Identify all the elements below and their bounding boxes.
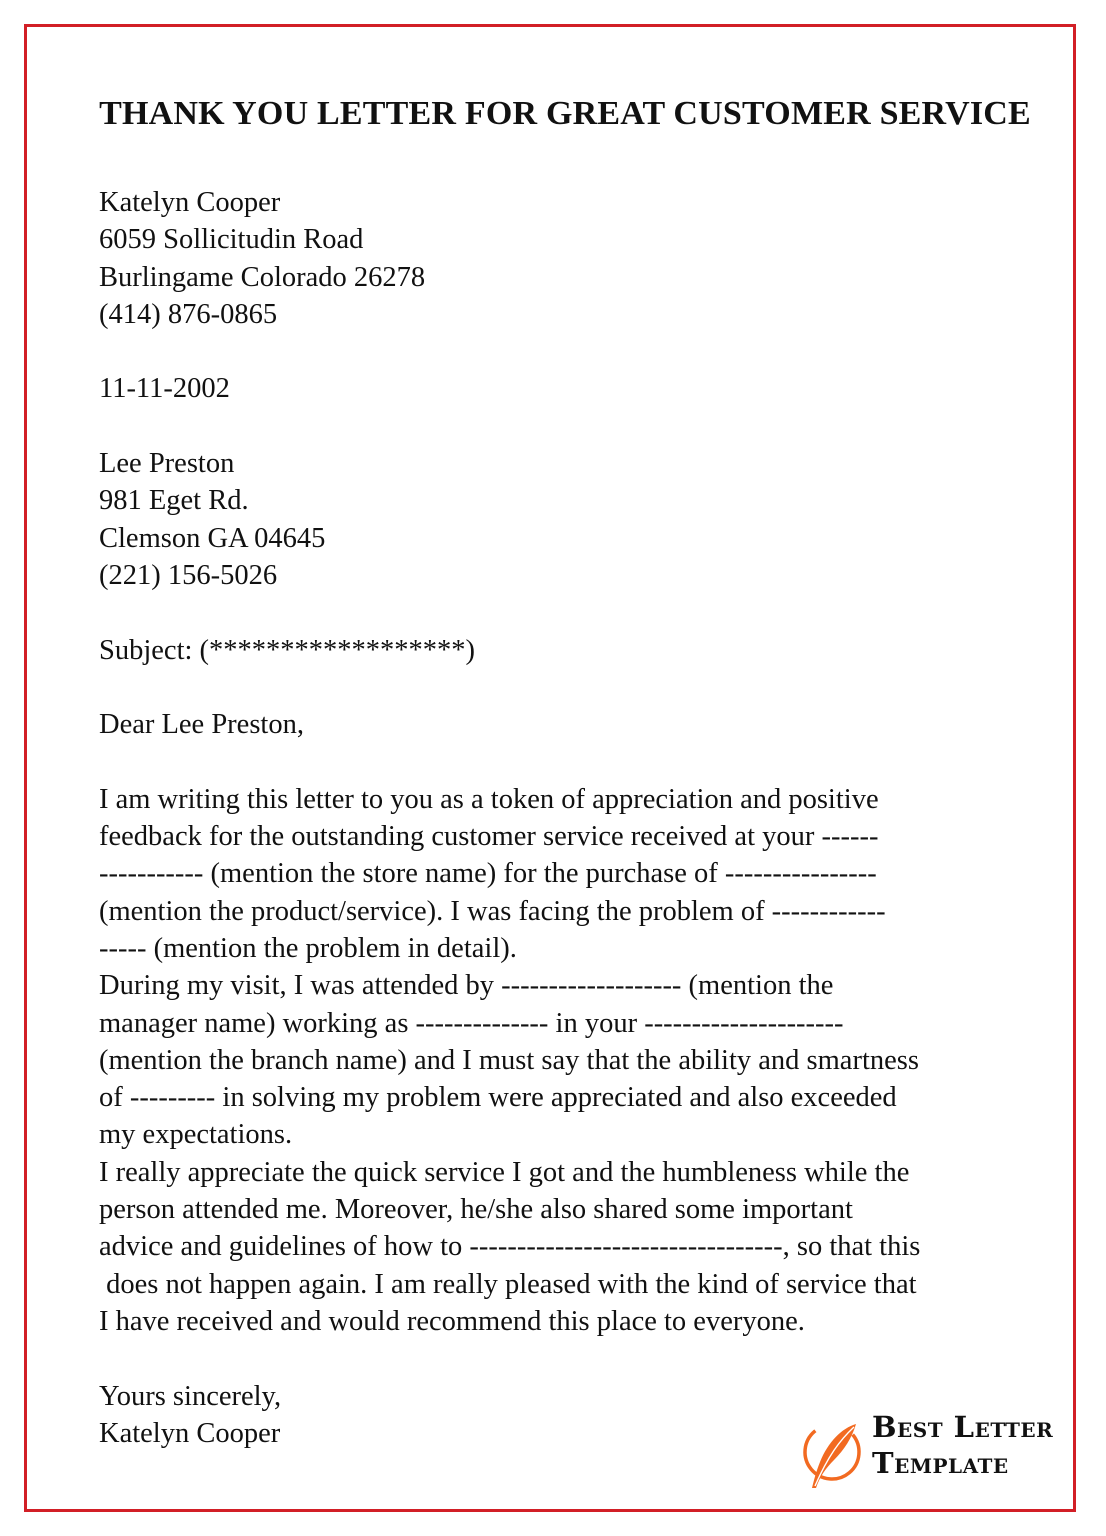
brand-logo	[802, 1408, 1054, 1498]
recipient-street: 981 Eget Rd.	[99, 485, 249, 517]
body-line: my expectations.	[99, 1119, 293, 1151]
salutation: Dear Lee Preston,	[99, 709, 304, 741]
sender-city: Burlingame Colorado 26278	[99, 261, 426, 293]
body-line: of --------- in solving my problem were appreciated and also exceeded	[99, 1082, 897, 1114]
body-line: ----------- (mention the store name) for the purchase of ----------------	[99, 858, 877, 890]
body-line: person attended me. Moreover, he/she also shared some important	[99, 1194, 853, 1226]
signature: Katelyn Cooper	[99, 1417, 281, 1449]
sender-street: 6059 Sollicitudin Road	[99, 224, 364, 256]
letter-date: 11-11-2002	[99, 373, 230, 405]
body-line: does not happen again. I am really pleased with the kind of service that	[99, 1268, 917, 1300]
body-line: I have received and would recommend this place to everyone.	[99, 1305, 805, 1337]
recipient-name: Lee Preston	[99, 448, 235, 480]
subject-line: Subject: (******************)	[99, 634, 476, 666]
recipient-city: Clemson GA 04645	[99, 522, 326, 554]
sender-phone: (414) 876-0865	[99, 298, 278, 330]
recipient-phone: (221) 156-5026	[99, 559, 278, 591]
body-line: (mention the branch name) and I must say that the ability and smartness	[99, 1044, 919, 1076]
body-line: I am writing this letter to you as a token of appreciation and positive	[99, 783, 879, 815]
closing: Yours sincerely,	[99, 1380, 282, 1412]
body-line: During my visit, I was attended by ------------------- (mention the	[99, 970, 834, 1002]
logo-line2: Template	[872, 1446, 1009, 1480]
logo-line1: Best Letter	[872, 1410, 1054, 1444]
body-line: I really appreciate the quick service I got and the humbleness while the	[99, 1156, 910, 1188]
body-line: manager name) working as -------------- in your ---------------------	[99, 1007, 844, 1039]
body-line: feedback for the outstanding customer service received at your ------	[99, 821, 879, 853]
body-line: (mention the product/service). I was facing the problem of ------------	[99, 895, 886, 927]
body-line: ----- (mention the problem in detail).	[99, 932, 517, 964]
letter-title: THANK YOU LETTER FOR GREAT CUSTOMER SERVICE	[99, 95, 1031, 132]
quill-icon	[802, 1410, 866, 1492]
letter-body	[99, 184, 1039, 1452]
sender-name: Katelyn Cooper	[99, 187, 281, 218]
body-line: advice and guidelines of how to ---------------------------------, so that this	[99, 1231, 921, 1263]
